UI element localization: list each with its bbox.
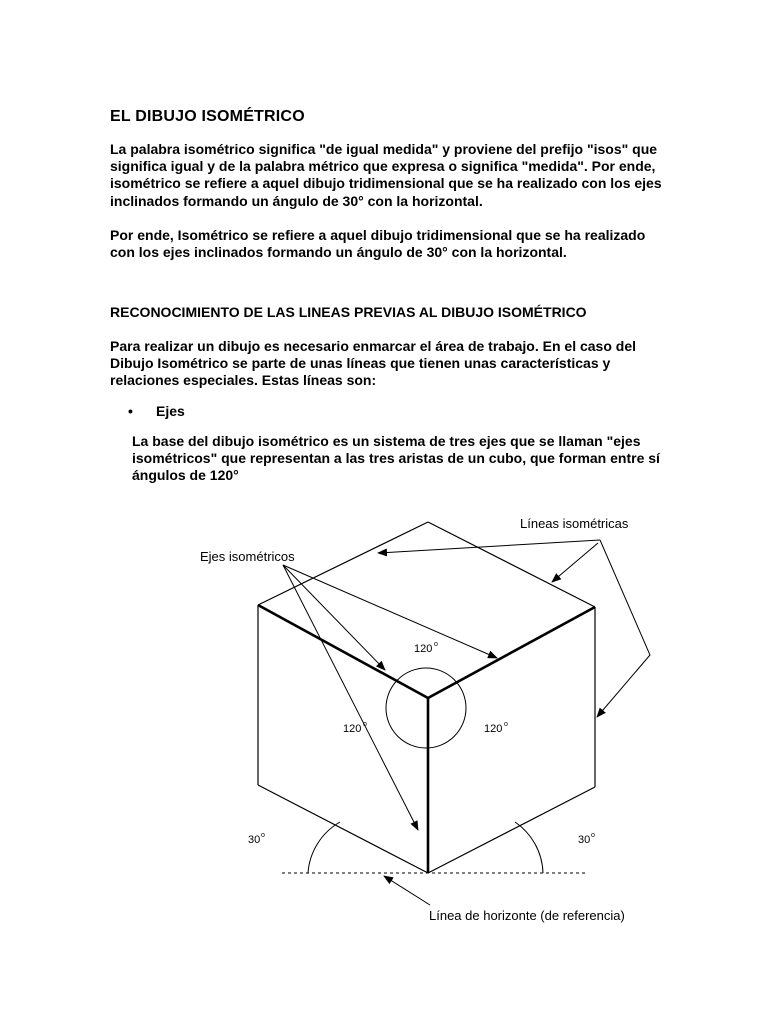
arc-30-left — [308, 822, 340, 873]
svg-text:120: 120 — [484, 723, 503, 735]
svg-text:o: o — [434, 641, 438, 648]
bullet-item-ejes — [128, 403, 185, 419]
label-linea-horizonte: Línea de horizonte (de referencia) — [429, 908, 625, 923]
angle-label-top — [414, 641, 438, 655]
angle-label-left — [343, 721, 367, 735]
isometric-cube-figure — [0, 500, 768, 940]
label-ejes-isometricos: Ejes isométricos — [200, 549, 295, 564]
bullet-icon: • — [128, 403, 133, 419]
arrows-lineas-isometricas — [378, 540, 650, 717]
svg-text:o: o — [261, 832, 265, 839]
page-title: EL DIBUJO ISOMÉTRICO — [110, 108, 305, 125]
svg-text:o: o — [591, 832, 595, 839]
paragraph-restatement: Por ende, Isométrico se refiere a aquel dibujo tridimensional que se ha realizado con los ejes inclinados formando un ángulo de 30° con la horizontal. — [110, 227, 646, 261]
svg-text:120: 120 — [343, 723, 362, 735]
svg-text:30: 30 — [578, 834, 591, 846]
arrow-horizonte — [384, 876, 430, 905]
svg-text:30: 30 — [248, 834, 261, 846]
label-lineas-isometricas: Líneas isométricas — [520, 516, 629, 531]
angle-label-right — [484, 721, 508, 735]
bullet-label: Ejes — [156, 403, 185, 419]
svg-text:120: 120 — [414, 643, 433, 655]
arc-30-right — [515, 822, 543, 873]
section-title: RECONOCIMIENTO DE LAS LINEAS PREVIAS AL DIBUJO ISOMÉTRICO — [110, 304, 587, 320]
paragraph-intro-lines: Para realizar un dibujo es necesario enmarcar el área de trabajo. En el caso del Dibujo Isométrico se parte de unas líneas que tienen unas características y relaciones especiales. Estas líneas son: — [110, 338, 637, 389]
angle-circle — [386, 668, 466, 748]
paragraph-axes-description: La base del dibujo isométrico es un sistema de tres ejes que se llaman "ejes isométricos" que representan a las tres aristas de un cubo, que forman entre sí ángulos de 120° — [132, 433, 660, 484]
svg-text:o: o — [363, 721, 367, 728]
angle-label-bottom-left — [248, 832, 265, 846]
svg-text:o: o — [504, 721, 508, 728]
paragraph-definition: La palabra isométrico significa "de igual medida" y proviene del prefijo "isos" que significa igual y de la palabra métrico que expresa o significa "medida". Por ende, isométrico se refiere a aquel dibujo tridimensional que se ha realizado con los ejes inclinados formando un ángulo de 30° con la horizontal. — [110, 141, 662, 209]
angle-label-bottom-right — [578, 832, 595, 846]
